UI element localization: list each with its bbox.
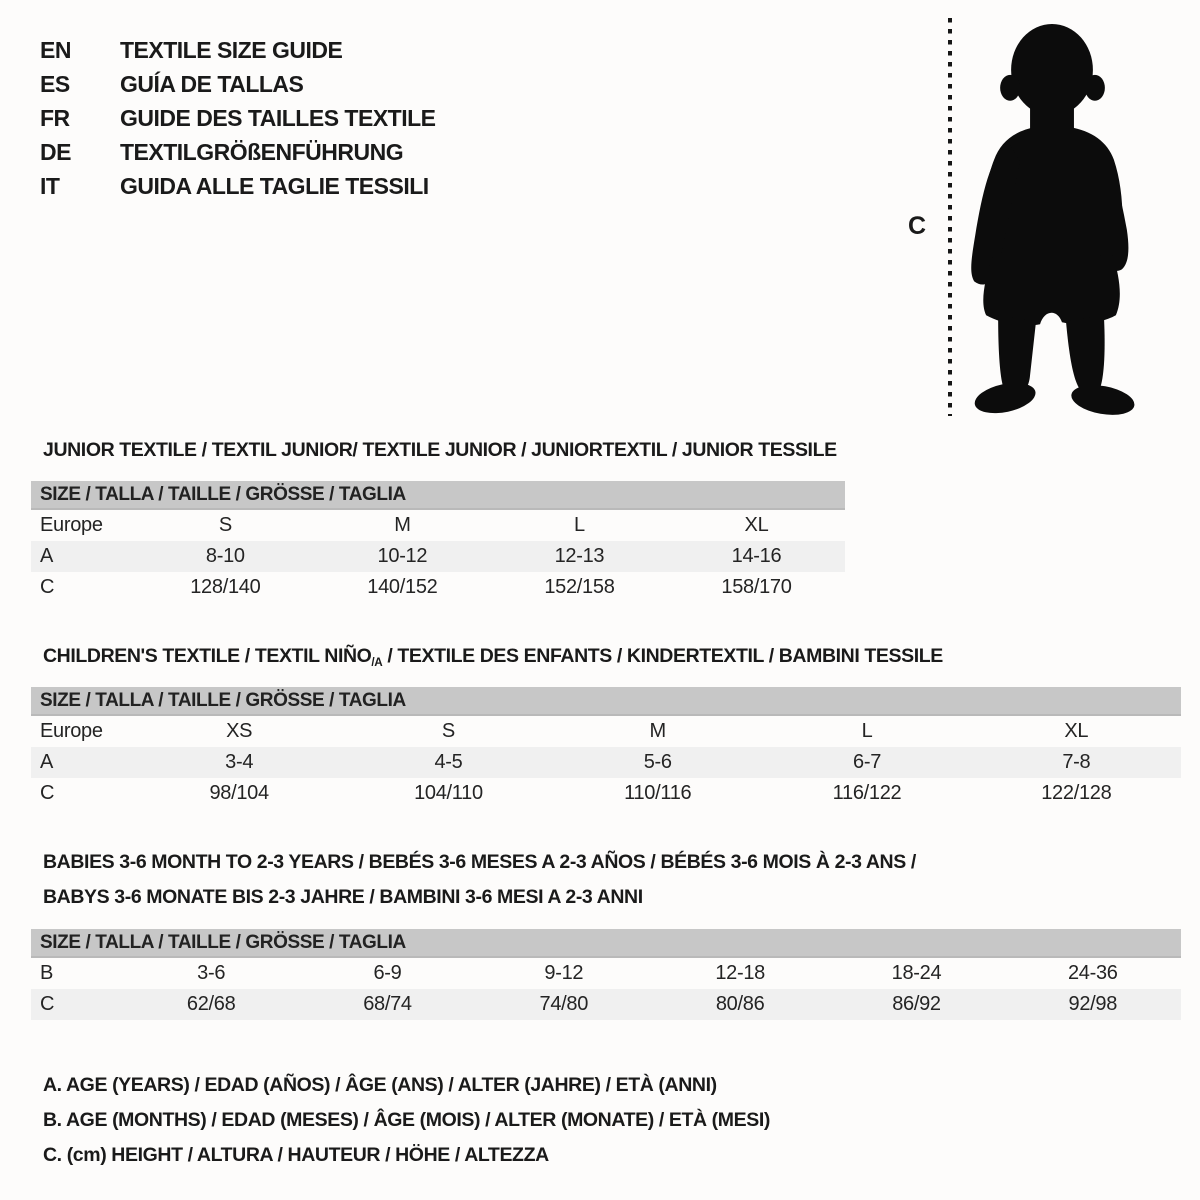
table-cell: L <box>861 720 873 742</box>
language-code: EN <box>40 36 71 63</box>
row-label: Europe <box>40 514 103 536</box>
legend <box>43 1068 770 1173</box>
table-cell: 14-16 <box>731 545 782 567</box>
language-title: TEXTILGRÖßENFÜHRUNG <box>120 138 404 165</box>
table-cell: 92/98 <box>1068 993 1118 1015</box>
language-row <box>40 33 436 67</box>
table-row <box>31 510 845 541</box>
title-text: CHILDREN'S TEXTILE / TEXTIL NIÑO <box>43 645 372 667</box>
title-text: BABYS 3-6 MONATE BIS 2-3 JAHRE / BAMBINI 3-6 MESI A 2-3 ANNI <box>43 886 643 908</box>
table-cell: 10-12 <box>377 545 428 567</box>
row-label: A <box>40 545 54 567</box>
table-cell: L <box>574 514 585 536</box>
table-cell: 62/68 <box>186 993 236 1015</box>
table-cell: 4-5 <box>434 751 463 773</box>
table-title-line <box>43 880 916 915</box>
babies-section-title <box>43 845 916 915</box>
table-cell: XL <box>744 514 769 536</box>
title-text: JUNIOR TEXTILE / TEXTIL JUNIOR/ TEXTILE JUNIOR / JUNIORTEXTIL / JUNIOR TESSILE <box>43 439 837 461</box>
table-cell: 9-12 <box>544 962 584 984</box>
table-cell: 6-7 <box>853 751 882 773</box>
table-row <box>31 958 1181 989</box>
table-cell: 3-6 <box>197 962 226 984</box>
table-cell: 68/74 <box>363 993 412 1015</box>
table-cell: XL <box>1064 720 1089 742</box>
table-cell: S <box>441 720 455 742</box>
row-label: Europe <box>40 720 103 742</box>
language-code: DE <box>40 138 71 165</box>
table-cell: 152/158 <box>544 576 615 598</box>
table-cell: 110/116 <box>624 782 692 804</box>
table-row <box>31 541 845 572</box>
language-row <box>40 135 436 169</box>
table-cell: 158/170 <box>721 576 792 598</box>
title-text: / TEXTILE DES ENFANTS / KINDERTEXTIL / BAMBINI TESSILE <box>382 645 943 667</box>
table-cell: 80/86 <box>715 993 765 1015</box>
table-cell: M <box>394 514 411 536</box>
language-title: TEXTILE SIZE GUIDE <box>120 36 343 63</box>
table-cell: 8-10 <box>205 545 245 567</box>
table-cell: 98/104 <box>209 782 269 804</box>
measure-label-c: C <box>908 212 927 240</box>
language-list <box>40 33 436 203</box>
junior-section-title <box>43 433 837 468</box>
table-cell: 128/140 <box>190 576 261 598</box>
table-row <box>31 716 1181 747</box>
toddler-silhouette-icon <box>962 14 1146 418</box>
table-cell: 104/110 <box>414 782 483 804</box>
children-size-table <box>31 687 1181 809</box>
legend-line: C. (cm) HEIGHT / ALTURA / HAUTEUR / HÖHE / ALTEZZA <box>43 1144 549 1166</box>
table-row <box>31 778 1181 809</box>
subscript-text: /A <box>371 656 383 669</box>
language-code: IT <box>40 172 60 199</box>
language-row <box>40 67 436 101</box>
table-cell: 12-18 <box>715 962 765 984</box>
table-cell: 5-6 <box>643 751 672 773</box>
language-row <box>40 101 436 135</box>
height-measure-dashed-line <box>948 18 952 416</box>
table-cell: 6-9 <box>373 962 402 984</box>
row-label: C <box>40 576 55 598</box>
table-cell: 140/152 <box>367 576 438 598</box>
legend-line: B. AGE (MONTHS) / EDAD (MESES) / ÂGE (MOIS) / ALTER (MONATE) / ETÀ (MESI) <box>43 1109 770 1131</box>
table-row <box>31 572 845 603</box>
table-cell: 116/122 <box>832 782 902 804</box>
table-cell: M <box>649 720 666 742</box>
table-cell: S <box>218 514 232 536</box>
row-label: B <box>40 962 54 984</box>
table-title-line <box>43 845 916 880</box>
babies-size-table <box>31 929 1181 1020</box>
table-cell: 86/92 <box>892 993 941 1015</box>
table-row <box>31 989 1181 1020</box>
language-title: GUIDA ALLE TAGLIE TESSILI <box>120 172 429 199</box>
language-row <box>40 169 436 203</box>
language-title: GUÍA DE TALLAS <box>120 70 304 97</box>
table-cell: 24-36 <box>1067 962 1118 984</box>
table-title-line <box>43 639 943 676</box>
table-title-line <box>43 433 837 468</box>
size-header-band: SIZE / TALLA / TAILLE / GRÖSSE / TAGLIA <box>31 929 1181 958</box>
table-cell: 12-13 <box>554 545 605 567</box>
language-code: ES <box>40 70 70 97</box>
size-header-band: SIZE / TALLA / TAILLE / GRÖSSE / TAGLIA <box>31 687 1181 716</box>
children-section-title <box>43 639 943 676</box>
language-code: FR <box>40 104 70 131</box>
table-cell: 3-4 <box>225 751 254 773</box>
row-label: C <box>40 993 55 1015</box>
row-label: A <box>40 751 54 773</box>
size-header-band: SIZE / TALLA / TAILLE / GRÖSSE / TAGLIA <box>31 481 845 510</box>
language-title: GUIDE DES TAILLES TEXTILE <box>120 104 436 131</box>
table-cell: XS <box>226 720 253 742</box>
table-row <box>31 747 1181 778</box>
table-cell: 74/80 <box>539 993 589 1015</box>
legend-line: A. AGE (YEARS) / EDAD (AÑOS) / ÂGE (ANS) / ALTER (JAHRE) / ETÀ (ANNI) <box>43 1074 717 1096</box>
title-text: BABIES 3-6 MONTH TO 2-3 YEARS / BEBÉS 3-6 MESES A 2-3 AÑOS / BÉBÉS 3-6 MOIS À 2-3 ANS / <box>43 851 916 873</box>
table-cell: 122/128 <box>1041 782 1112 804</box>
row-label: C <box>40 782 55 804</box>
table-cell: 18-24 <box>891 962 942 984</box>
table-cell: 7-8 <box>1062 751 1091 773</box>
junior-size-table <box>31 481 845 603</box>
